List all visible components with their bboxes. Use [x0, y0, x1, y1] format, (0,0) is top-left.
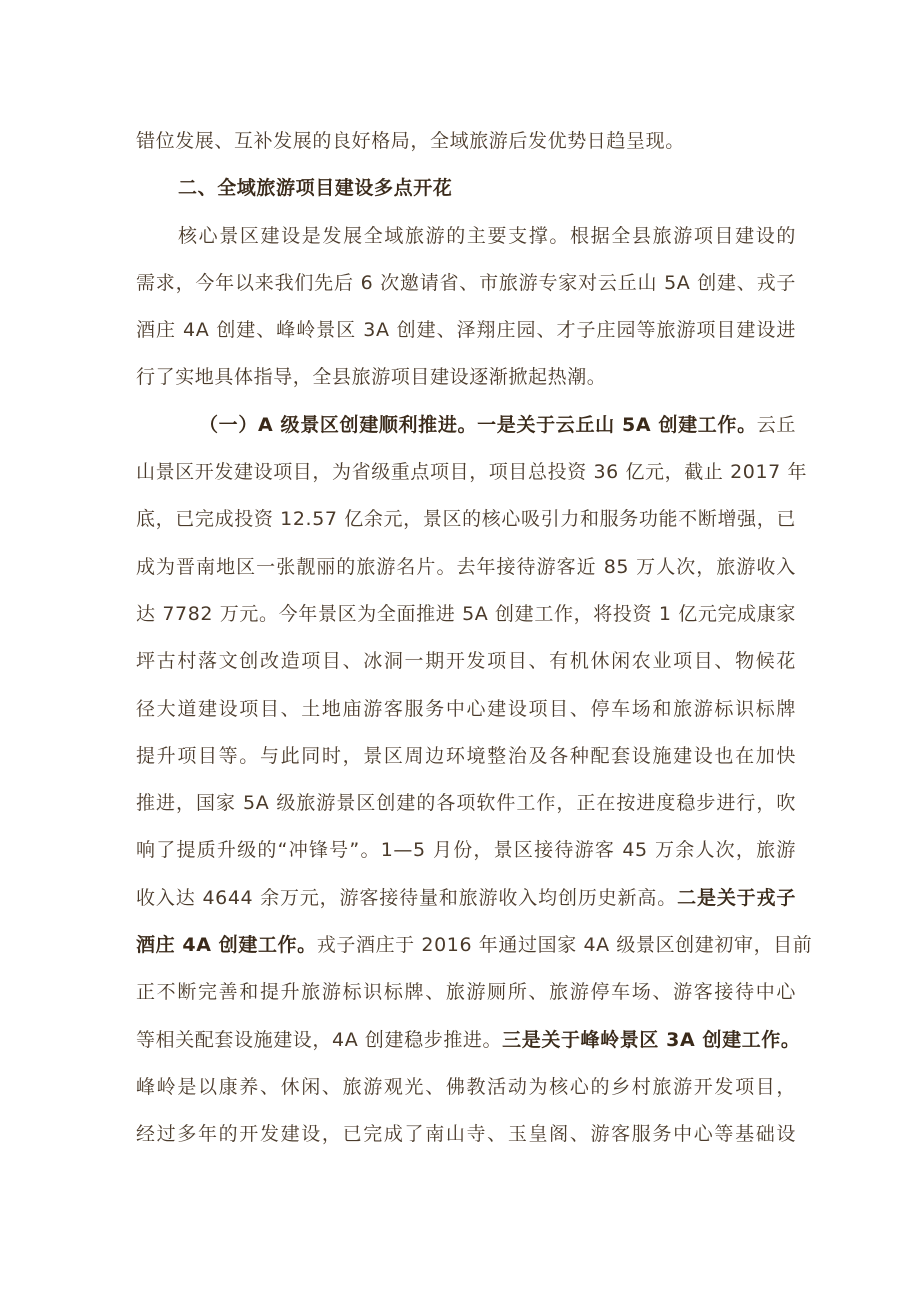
section-heading-2 — [136, 165, 796, 212]
text-run: 酒庄 4A 创建、峰岭景区 3A 创建、泽翔庄园、才子庄园等旅游项目建设进 — [136, 319, 796, 342]
paragraph-3-line-16 — [136, 1111, 796, 1158]
text-run: 云丘 — [756, 413, 796, 436]
heading-text: 二、全域旅游项目建设多点开花 — [178, 177, 453, 200]
paragraph-2-line-1 — [136, 213, 796, 260]
text-run: 核心景区建设是发展全域旅游的主要支撑。根据全县旅游项目建设的 — [178, 224, 796, 247]
paragraph-1-line-1 — [136, 118, 796, 165]
paragraph-3-line-3 — [136, 496, 796, 543]
paragraph-2-line-4 — [136, 354, 796, 401]
paragraph-3-line-14 — [136, 1017, 801, 1064]
text-run: 正不断完善和提升旅游标识标牌、旅游厕所、旅游停车场、游客接待中心 — [136, 981, 796, 1004]
text-run: 底，已完成投资 12.57 亿余元，景区的核心吸引力和服务功能不断增强，已 — [136, 508, 796, 531]
text-run: 需求，今年以来我们先后 6 次邀请省、市旅游专家对云丘山 5A 创建、戎子 — [136, 271, 796, 294]
paragraph-3-line-4 — [136, 544, 796, 591]
paragraph-3-line-6 — [136, 638, 796, 685]
bold-subheading: 二是关于戎子 — [677, 886, 796, 909]
text-run: 坪古村落文创改造项目、冰洞一期开发项目、有机休闲农业项目、物候花 — [136, 650, 796, 673]
paragraph-3-line-8 — [136, 733, 796, 780]
paragraph-3-line-7 — [136, 686, 796, 733]
paragraph-3-line-12 — [136, 922, 813, 969]
paragraph-3-line-13 — [136, 969, 796, 1016]
text-run: 成为晋南地区一张靓丽的旅游名片。去年接待游客近 85 万人次，旅游收入 — [136, 555, 796, 578]
paragraph-2-line-2 — [136, 260, 796, 307]
paragraph-3-line-10 — [136, 827, 796, 874]
text-run: 行了实地具体指导，全县旅游项目建设逐渐掀起热潮。 — [136, 366, 607, 389]
paragraph-3-line-2 — [136, 449, 808, 496]
text-run: 径大道建设项目、土地庙游客服务中心建设项目、停车场和旅游标识标牌 — [136, 697, 796, 720]
bold-subheading: （一）A 级景区创建顺利推进。一是关于云丘山 5A 创建工作。 — [199, 413, 757, 436]
text-run: 峰岭是以康养、休闲、旅游观光、佛教活动为核心的乡村旅游开发项目， — [136, 1075, 796, 1098]
text-run: 推进，国家 5A 级旅游景区创建的各项软件工作，正在按进度稳步进行，吹 — [136, 792, 796, 815]
paragraph-2-line-3 — [136, 307, 796, 354]
text-run: 经过多年的开发建设，已完成了南山寺、玉皇阁、游客服务中心等基础设 — [136, 1123, 796, 1146]
paragraph-3-line-9 — [136, 780, 796, 827]
text-run: 提升项目等。与此同时，景区周边环境整治及各种配套设施建设也在加快 — [136, 744, 796, 767]
text-run: 错位发展、互补发展的良好格局，全域旅游后发优势日趋呈现。 — [136, 130, 685, 152]
paragraph-3-line-5 — [136, 591, 796, 638]
paragraph-3-line-15 — [136, 1064, 796, 1111]
bold-subheading: 酒庄 4A 创建工作。 — [136, 934, 317, 957]
document-body — [136, 118, 813, 1159]
text-run: 响了提质升级的“冲锋号”。1—5 月份，景区接待游客 45 万余人次，旅游 — [136, 839, 796, 862]
text-run: 戎子酒庄于 2016 年通过国家 4A 级景区创建初审，目前 — [316, 934, 813, 957]
text-run: 山景区开发建设项目，为省级重点项目，项目总投资 36 亿元，截止 2017 年 — [136, 461, 808, 484]
paragraph-3-line-1 — [136, 402, 796, 449]
text-run: 等相关配套设施建设，4A 创建稳步推进。 — [136, 1028, 503, 1051]
text-run: 收入达 4644 余万元，游客接待量和旅游收入均创历史新高。 — [136, 886, 678, 909]
bold-subheading: 三是关于峰岭景区 3A 创建工作。 — [502, 1028, 801, 1051]
paragraph-3-line-11 — [136, 875, 796, 922]
text-run: 达 7782 万元。今年景区为全面推进 5A 创建工作，将投资 1 亿元完成康家 — [136, 602, 796, 625]
